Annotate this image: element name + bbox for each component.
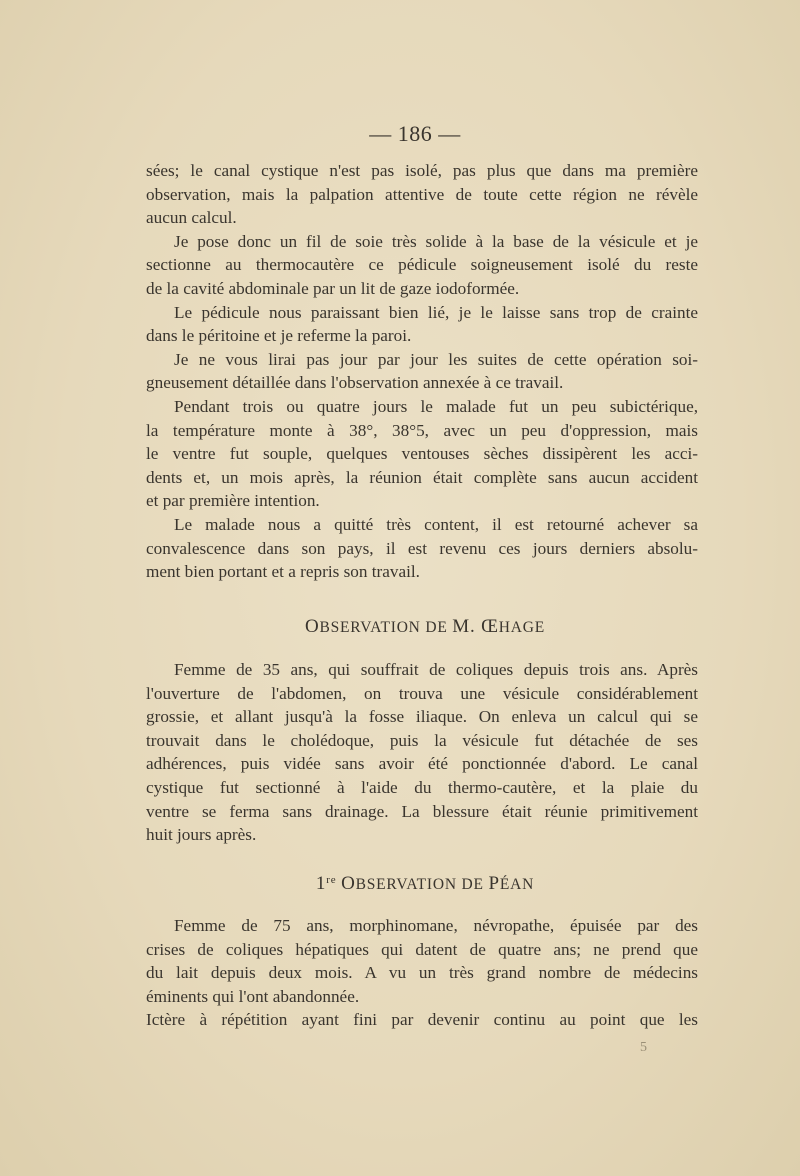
paragraph-block-1	[146, 159, 698, 584]
paragraph-block-3	[146, 914, 698, 1032]
text-line: dans le péritoine et je referme la paroi.	[146, 326, 412, 346]
text-line: dents et, un mois après, la réunion était complète sans aucun accident	[146, 467, 698, 487]
text-line: Femme de 75 ans, morphinomane, névropathe, épuisée par des	[174, 916, 698, 935]
text-line: sées; le canal cystique n'est pas isolé, pas plus que dans ma première	[146, 161, 698, 180]
text-line: l'ouverture de l'abdomen, on trouva une vésicule considérablement	[146, 683, 698, 703]
text-line: sectionne au thermocautère ce pédicule soigneusement isolé du reste	[146, 255, 698, 275]
text-line: aucun calcul.	[146, 208, 237, 228]
text-line: éminents qui l'ont abandonnée.	[146, 986, 360, 1006]
text-line: Le malade nous a quitté très content, il est retourné achever sa	[174, 514, 698, 534]
text-line: et par première intention.	[146, 491, 320, 511]
text-line: convalescence dans son pays, il est revenu ces jours derniers absolu-	[146, 538, 698, 558]
text-line: huit jours après.	[146, 825, 257, 845]
paragraph-block-2	[146, 658, 698, 847]
text-line: Pendant trois ou quatre jours le malade fut un peu subictérique,	[174, 396, 698, 416]
text-line: cystique fut sectionné à l'aide du thermo-cautère, et la plaie du	[146, 777, 698, 797]
text-line: gneusement détaillée dans l'observation annexée à ce travail.	[146, 373, 564, 393]
text-line: Ictère à répétition ayant fini par devenir continu au point que les	[146, 1010, 698, 1030]
text-line: grossie, et allant jusqu'à la fosse iliaque. On enleva un calcul qui se	[146, 707, 698, 727]
text-line: du lait depuis deux mois. A vu un très grand nombre de médecins	[146, 963, 698, 983]
section-heading-ohage: OBSERVATION DE M. ŒHAGE	[304, 616, 546, 637]
text-line: trouvait dans le cholédoque, puis la vésicule fut détachée de ses	[146, 730, 698, 750]
text-line: observation, mais la palpation attentive de toute cette région ne révèle	[146, 184, 698, 204]
text-line: le ventre fut souple, quelques ventouses sèches dissipèrent les acci-	[146, 444, 698, 464]
text-line: ment bien portant et a repris son travail.	[146, 562, 420, 582]
text-line: Je ne vous lirai pas jour par jour les suites de cette opération soi-	[174, 349, 698, 369]
text-line: Je pose donc un fil de soie très solide à la base de la vésicule et je	[174, 231, 698, 251]
text-line: crises de coliques hépatiques qui datent de quatre ans; ne prend que	[146, 939, 698, 959]
section-heading-pean: 1re OBSERVATION DE PÉAN	[315, 873, 535, 894]
text-line: ventre se ferma sans drainage. La blessure était réunie primitivement	[146, 801, 698, 821]
signature-mark: 5	[640, 1040, 647, 1055]
page-number: — 186 —	[369, 121, 461, 146]
text-line: de la cavité abdominale par un lit de gaze iodoformée.	[146, 278, 520, 298]
text-line: Le pédicule nous paraissant bien lié, je le laisse sans trop de crainte	[174, 302, 698, 322]
text-line: la température monte à 38°, 38°5, avec un peu d'oppression, mais	[146, 420, 698, 440]
text-line: adhérences, puis vidée sans avoir été ponctionnée d'abord. Le canal	[146, 754, 698, 774]
text-line: Femme de 35 ans, qui souffrait de coliques depuis trois ans. Après	[174, 660, 698, 679]
